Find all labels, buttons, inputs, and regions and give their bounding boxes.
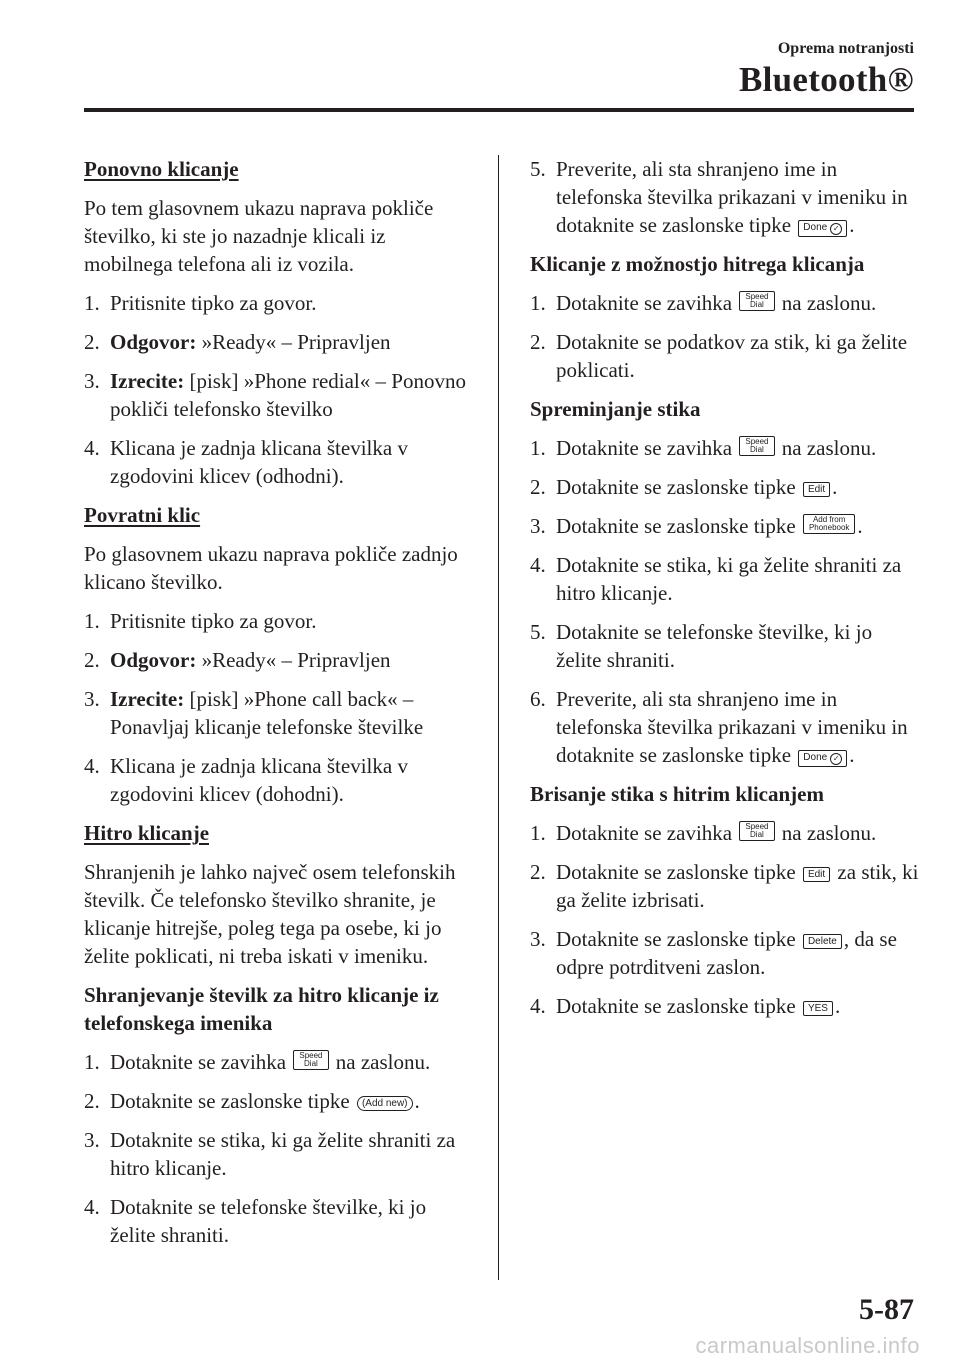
redial-step-2: 2. Odgovor: »Ready« – Pripravljen bbox=[84, 330, 391, 354]
column-divider bbox=[498, 155, 499, 1280]
delete-step-4: 4. Dotaknite se zaslonske tipke YES . bbox=[530, 994, 841, 1018]
callback-intro: Po glasovnem ukazu naprava pokliče zadnjo klicano številko. bbox=[84, 542, 458, 594]
done-button: Done ✓ bbox=[798, 750, 847, 767]
redial-step-1: 1. Pritisnite tipko za govor. bbox=[84, 291, 317, 315]
yes-button: YES bbox=[803, 1001, 833, 1016]
section-heading-speed-dial: Hitro klicanje bbox=[84, 821, 210, 845]
edit-button: Edit bbox=[803, 867, 830, 882]
change-step-4: 4. Dotaknite se stika, ki ga želite shraniti za hitro klicanje. bbox=[530, 553, 902, 605]
watermark: carmanualsonline.info bbox=[695, 1333, 920, 1358]
speed-dial-intro: Shranjenih je lahko največ osem telefonskih številk. Če telefonsko številko shranite, je klicanje hitrejše, poleg tega pa osebe, ki jo želite poklicati, ni treba iskati v imeniku. bbox=[84, 860, 456, 968]
delete-step-3: 3. Dotaknite se zaslonske tipke Delete , da se odpre potrditveni zaslon. bbox=[530, 927, 897, 979]
change-step-3: 3. Dotaknite se zaslonske tipke Add from Phonebook . bbox=[530, 514, 863, 538]
check-icon: ✓ bbox=[830, 223, 842, 235]
header-subtitle: Oprema notranjosti bbox=[777, 40, 914, 57]
callback-step-2: 2. Odgovor: »Ready« – Pripravljen bbox=[84, 648, 391, 672]
subheading-dial-speed-dial: Klicanje z možnostjo hitrega klicanja bbox=[530, 252, 865, 276]
change-step-2: 2. Dotaknite se zaslonske tipke Edit . bbox=[530, 475, 838, 499]
delete-button: Delete bbox=[803, 934, 842, 949]
store-step-3: 3. Dotaknite se stika, ki ga želite shraniti za hitro klicanje. bbox=[84, 1128, 456, 1180]
section-heading-callback: Povratni klic bbox=[84, 503, 201, 527]
check-icon: ✓ bbox=[830, 753, 842, 765]
store-step-1: 1. Dotaknite se zavihka Speed Dial na zaslonu. bbox=[84, 1050, 431, 1074]
callback-step-3: 3. Izrecite: [pisk] »Phone call back« – Ponavljaj klicanje telefonske številke bbox=[84, 687, 424, 739]
store-step-4: 4. Dotaknite se telefonske številke, ki jo želite shraniti. bbox=[84, 1195, 427, 1247]
speed-dial-tab-button: Speed Dial bbox=[739, 436, 774, 456]
right-column bbox=[530, 155, 922, 1031]
redial-step-3: 3. Izrecite: [pisk] »Phone redial« – Ponovno pokliči telefonsko številko bbox=[84, 369, 466, 421]
page-number: 5-87 bbox=[859, 1293, 914, 1326]
done-button: Done ✓ bbox=[798, 220, 847, 237]
add-new-button: (Add new) bbox=[357, 1096, 413, 1111]
delete-step-2: 2. Dotaknite se zaslonske tipke Edit za stik, ki ga želite izbrisati. bbox=[530, 860, 919, 912]
change-step-5: 5. Dotaknite se telefonske številke, ki jo želite shraniti. bbox=[530, 620, 873, 672]
left-column bbox=[84, 155, 476, 1260]
add-from-phonebook-button: Add from Phonebook bbox=[803, 514, 855, 534]
delete-step-1: 1. Dotaknite se zavihka Speed Dial na zaslonu. bbox=[530, 821, 877, 845]
speed-dial-tab-button: Speed Dial bbox=[739, 291, 774, 311]
store-step-5: 5. Preverite, ali sta shranjeno ime in telefonska številka prikazani v imeniku in dotaknite se zaslonske tipke Done ✓ . bbox=[530, 157, 908, 237]
edit-button: Edit bbox=[803, 482, 830, 497]
change-step-6: 6. Preverite, ali sta shranjeno ime in telefonska številka prikazani v imeniku in dotaknite se zaslonske tipke Done ✓ . bbox=[530, 687, 908, 767]
speed-dial-tab-button: Speed Dial bbox=[293, 1050, 328, 1070]
header-title: Bluetooth® bbox=[739, 60, 914, 99]
header-rule bbox=[84, 108, 914, 112]
subheading-store-speed-dial: Shranjevanje številk za hitro klicanje iz telefonskega imenika bbox=[84, 983, 439, 1035]
subheading-change-contact: Spreminjanje stika bbox=[530, 397, 701, 421]
subheading-delete-speed-dial: Brisanje stika s hitrim klicanjem bbox=[530, 782, 824, 806]
speed-dial-tab-button: Speed Dial bbox=[739, 821, 774, 841]
store-step-2: 2. Dotaknite se zaslonske tipke (Add new) . bbox=[84, 1089, 420, 1113]
callback-step-1: 1. Pritisnite tipko za govor. bbox=[84, 609, 317, 633]
dial-step-1: 1. Dotaknite se zavihka Speed Dial na zaslonu. bbox=[530, 291, 877, 315]
dial-step-2: 2. Dotaknite se podatkov za stik, ki ga želite poklicati. bbox=[530, 330, 908, 382]
section-heading-redial: Ponovno klicanje bbox=[84, 157, 239, 181]
change-step-1: 1. Dotaknite se zavihka Speed Dial na zaslonu. bbox=[530, 436, 877, 460]
redial-intro: Po tem glasovnem ukazu naprava pokliče številko, ki ste jo nazadnje klicali iz mobilnega telefona ali iz vozila. bbox=[84, 196, 434, 276]
redial-step-4: 4. Klicana je zadnja klicana številka v zgodovini klicev (odhodni). bbox=[84, 436, 408, 488]
callback-step-4: 4. Klicana je zadnja klicana številka v zgodovini klicev (dohodni). bbox=[84, 754, 408, 806]
